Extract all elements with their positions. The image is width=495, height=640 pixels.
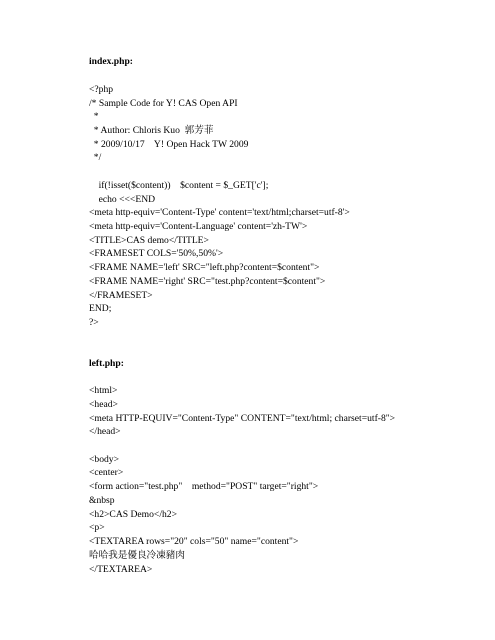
- code-line: </TEXTAREA>: [89, 564, 153, 575]
- code-line: ?>: [89, 317, 99, 328]
- code-line: * Author: Chloris Kuo 郭芳菲: [89, 125, 214, 136]
- code-line: <FRAME NAME='right' SRC="test.php?content=$content">: [89, 276, 326, 287]
- code-line: * 2009/10/17 Y! Open Hack TW 2009: [89, 139, 249, 150]
- code-line: <FRAME NAME='left' SRC="left.php?content=$content">: [89, 262, 320, 273]
- code-line: <?php: [89, 84, 114, 95]
- code-line: <TEXTAREA rows="20" cols="50" name="content">: [89, 536, 299, 547]
- code-line: 哈哈我是優良冷凍豬肉: [89, 550, 185, 561]
- code-line: END;: [89, 303, 112, 314]
- code-line: <center>: [89, 467, 124, 478]
- code-line: </FRAMESET>: [89, 290, 153, 301]
- code-line: if(!isset($content)) $content = $_GET['c'];: [89, 180, 269, 191]
- code-line: </head>: [89, 426, 121, 437]
- code-line: <FRAMESET COLS='50%,50%'>: [89, 248, 224, 259]
- code-line: <html>: [89, 385, 118, 396]
- code-line: &nbsp: [89, 495, 115, 506]
- section-heading-index-php: index.php:: [89, 56, 133, 67]
- code-line: <form action="test.php" method="POST" target="right">: [89, 481, 319, 492]
- code-line: <body>: [89, 454, 120, 465]
- section-heading-left-php: left.php:: [89, 358, 124, 369]
- code-line: <meta HTTP-EQUIV="Content-Type" CONTENT="text/html; charset=utf-8">: [89, 413, 396, 424]
- code-line: <head>: [89, 399, 118, 410]
- code-line: <meta http-equiv='Content-Language' content='zh-TW'>: [89, 221, 308, 232]
- code-line: echo <<<END: [89, 194, 156, 205]
- code-line: */: [89, 152, 102, 163]
- code-line: <TITLE>CAS demo</TITLE>: [89, 235, 209, 246]
- code-line: *: [89, 111, 99, 122]
- code-line: <meta http-equiv='Content-Type' content='text/html;charset=utf-8'>: [89, 207, 350, 218]
- code-line: /* Sample Code for Y! CAS Open API: [89, 98, 238, 109]
- code-line: <p>: [89, 522, 105, 533]
- code-line: <h2>CAS Demo</h2>: [89, 509, 178, 520]
